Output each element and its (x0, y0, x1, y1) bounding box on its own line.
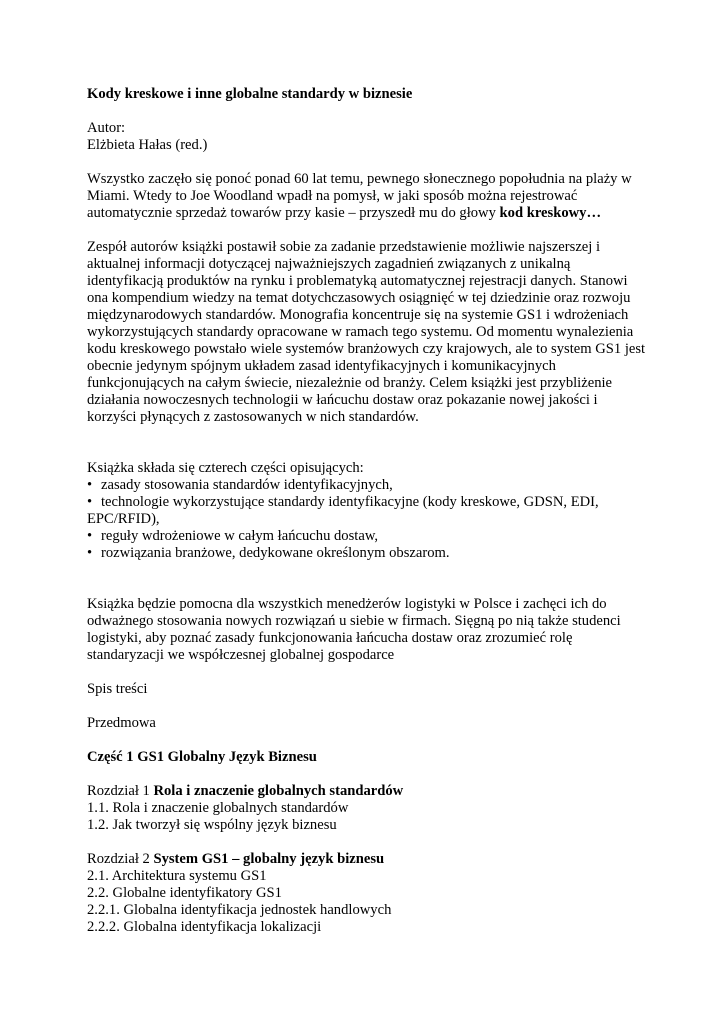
bullet-mark: • (87, 494, 93, 510)
chapter-1-title: Rola i znaczenie globalnych standardów (153, 783, 404, 799)
part-1-title: Część 1 GS1 Globalny Język Biznesu (87, 749, 317, 765)
toc-item: 1.2. Jak tworzył się wspólny język biznesu (87, 817, 337, 833)
bullet-item (87, 545, 647, 562)
chapter-2-prefix: Rozdział 2 (87, 851, 154, 867)
parts-intro: Książka składa się czterech części opisujących: (87, 460, 364, 476)
toc-item: 1.1. Rola i znaczenie globalnych standardów (87, 800, 349, 816)
author-block (87, 120, 647, 154)
bullet-mark: • (87, 477, 93, 493)
bullet-mark: • (87, 545, 93, 561)
document-body (87, 86, 647, 936)
intro-text: Wszystko zaczęło się ponoć ponad 60 lat temu, pewnego słonecznego popołudnia na plaży w Miami. Wtedy to Joe Woodland wpadł na pomysł, w jaki sposób można rejestrować automatycznie sprzedaż towarów przy kasie – przyszedł mu do głowy (87, 171, 632, 221)
bullet-text-continued: EPC/RFID), (87, 511, 160, 527)
bullet-text: reguły wdrożeniowe w całym łańcuchu dostaw, (101, 528, 379, 544)
toc-chapter-1 (87, 783, 647, 834)
chapter-2-title: System GS1 – globalny język biznesu (153, 851, 385, 867)
toc-chapter-2 (87, 851, 647, 936)
toc-item: 2.2.2. Globalna identyfikacja lokalizacji (87, 919, 322, 935)
toc-item: 2.2. Globalne identyfikatory GS1 (87, 885, 282, 901)
bullet-item (87, 528, 647, 545)
chapter-1-heading (87, 783, 647, 800)
chapter-1-prefix: Rozdział 1 (87, 783, 154, 799)
chapter-2-heading (87, 851, 647, 868)
parts-list-block (87, 460, 647, 562)
toc-heading: Spis treści (87, 681, 148, 697)
bullet-item (87, 494, 647, 511)
intro-paragraph (87, 171, 647, 222)
bullet-text: zasady stosowania standardów identyfikacyjnych, (101, 477, 393, 493)
bullet-mark: • (87, 528, 93, 544)
document-title: Kody kreskowe i inne globalne standardy w biznesie (87, 86, 413, 102)
toc-part-1 (87, 749, 647, 766)
bullet-text: rozwiązania branżowe, dedykowane określonym obszarom. (101, 545, 450, 561)
audience-paragraph: Książka będzie pomocna dla wszystkich menedżerów logistyki w Polsce i zachęci ich do odważnego stosowania nowych rozwiązań u siebie w firmach. Sięgną po nią także studenci logistyki, aby poznać zasady funkcjonowania łańcucha dostaw oraz zrozumieć rolę standaryzacji we współczesnej globalnej gospodarce (87, 596, 621, 663)
toc-item: 2.2.1. Globalna identyfikacja jednostek handlowych (87, 902, 392, 918)
intro-bold-text: kod kreskowy… (499, 205, 602, 221)
bullet-item (87, 477, 647, 494)
description-paragraph: Zespół autorów książki postawił sobie za zadanie przedstawienie możliwie najszerszej i aktualnej informacji dotyczącej najważniejszych zagadnień związanych z unikalną identyfikacją produktów na rynku i problematyką automatycznej rejestracji danych. Stanowi ona kompendium wiedzy na temat dotychczasowych osiągnięć w tej dziedzinie oraz rozwoju międzynarodowych standardów. Monografia koncentruje się na systemie GS1 i wdrożeniach wykorzystujących standardy opracowane w ramach tego systemu. Od momentu wynalezienia kodu kreskowego powstało wiele systemów branżowych czy krajowych, ale to system GS1 jest obecnie jedynym spójnym układem zasad identyfikacyjnych i komunikacyjnych funkcjonujących na całym świecie, niezależnie od branży. Celem książki jest przybliżenie działania nowoczesnych technologii w łańcuchu dostaw oraz pokazanie nowej jakości i korzyści płynących z zastosowanych w nich standardów. (87, 239, 646, 425)
bullet-text: technologie wykorzystujące standardy identyfikacyjne (kody kreskowe, GDSN, EDI, (101, 494, 599, 510)
author-name: Elżbieta Hałas (red.) (87, 137, 208, 153)
author-label: Autor: (87, 120, 126, 136)
toc-item: 2.1. Architektura systemu GS1 (87, 868, 267, 884)
toc-preface: Przedmowa (87, 715, 156, 731)
